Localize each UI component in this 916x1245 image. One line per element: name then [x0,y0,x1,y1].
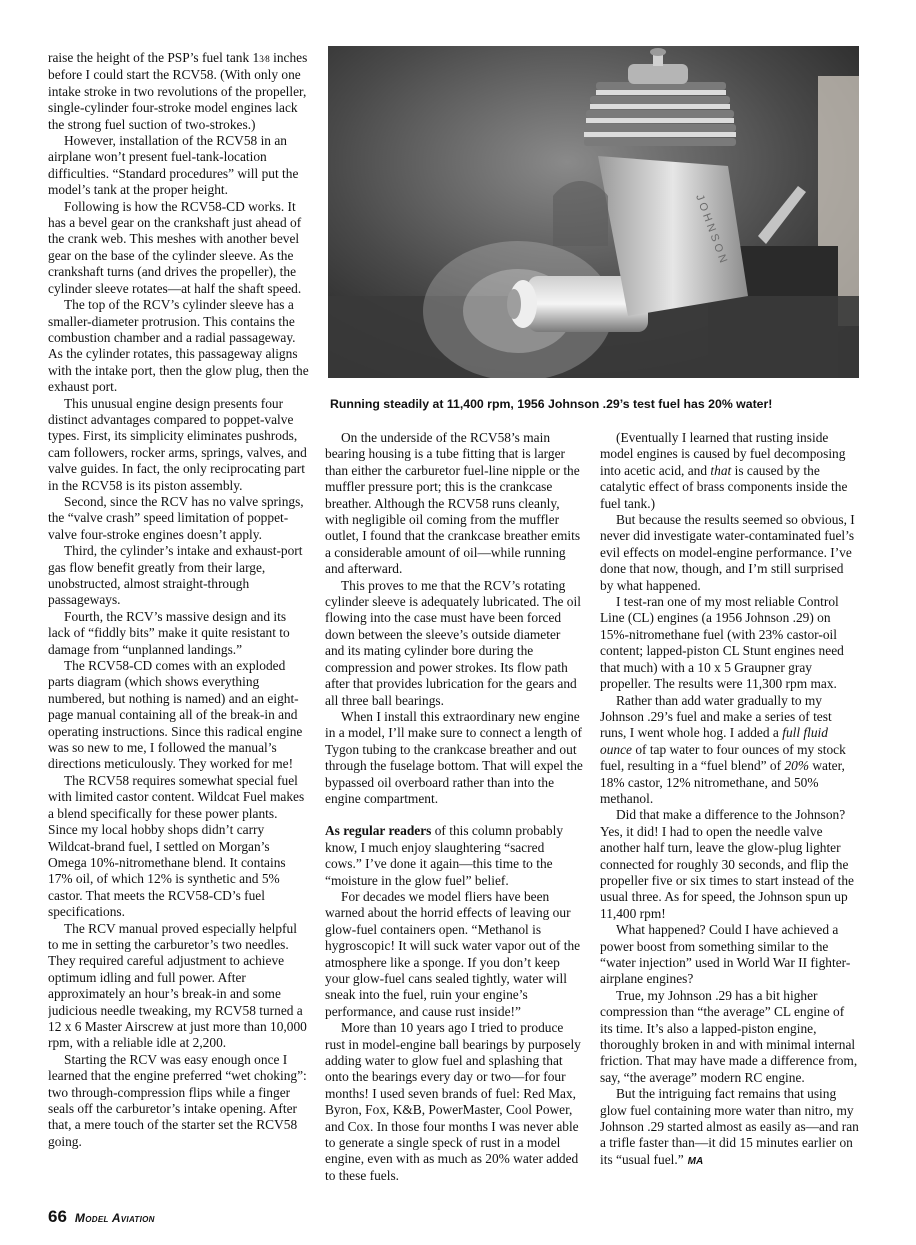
paragraph: Rather than add water gradually to my Johnson .29’s fuel and make a series of test runs, I went whole hog. I added a full fluid ounce of tap water to four ounces of my stock fuel, resulting in a “fuel blend” of 20% water, 18% castor, 12% nitromethane, and 50% methanol. [600,692,846,806]
paragraph: Starting the RCV was easy enough once I learned that the engine preferred “wet choking”: two through-compression flips while a finger seals off the carburetor’s intake opening. After that, a mere touch of the starter set the RCV58 going. [48,1051,307,1149]
emphasis: 20% [784,758,809,774]
engine-photo [328,46,859,378]
paragraph: Third, the cylinder’s intake and exhaust-port gas flow benefit greatly from their large, unobstructed, almost straight-through passageways. [48,543,303,608]
paragraph: What happened? Could I have achieved a power boost from something similar to the “water injection” used in World War II fighter-airplane engines? [600,922,851,987]
paragraph: But because the results seemed so obvious, I never did investigate water-contaminated fuel’s evil effects on model-engine performance. I’ve done that now, though, and I’m still surprised by what happened. [600,512,855,593]
fraction: 3⁄8 [259,54,270,64]
paragraph: Following is how the RCV58-CD works. It has a bevel gear on the crankshaft just ahead of the crank web. This meshes with another bevel gear on the base of the cylinder sleeve. As the crankshaft turns (and drives the propeller), the cylinder sleeve rotates—at half the shaft speed. [48,198,302,296]
paragraph: (Eventually I learned that rusting inside model engines is caused by fuel decomposing into acetic acid, and that is caused by the catalytic effect of brass components inside the fuel tank.) [600,430,848,511]
paragraph: This unusual engine design presents four distinct advantages compared to poppet-valve types. First, its simplicity eliminates pushrods, cam followers, rocker arms, springs, valves, and valve guides. In fact, the only reciprocating part in the RCV58 is its piston assembly. [48,395,307,493]
paragraph: The RCV58 requires somewhat special fuel with limited castor content. Wildcat Fuel makes a blend specifically for these power plants. Since my local hobby shops didn’t carry Wildcat-brand fuel, I settled on Morgan’s Omega 10%-nitromethane blend. It contains 17% oil, of which 12% is synthetic and 5% castor. That meets the RCV58-CD’s fuel specifications. [48,772,305,920]
paragraph: However, installation of the RCV58 in an airplane won’t present fuel-tank-location difficulties. “Standard procedures” will put the model’s tank at the proper height. [48,133,299,198]
paragraph: As regular readers of this column probably know, I much enjoy slaughtering “sacred cows.” I’ve done it again—this time to the “moisture in the glow fuel” belief. [325,823,564,888]
emphasis: full fluid ounce [600,725,828,757]
page-footer [48,1207,155,1229]
article-column-middle [325,430,583,1200]
article-column-right [600,430,860,1200]
paragraph: Fourth, the RCV’s massive design and its lack of “fiddly bits” make it quite resistant to damage from “unplanned landings.” [48,608,290,657]
paragraph: I test-ran one of my most reliable Control Line (CL) engines (a 1956 Johnson .29) on 15%-nitromethane fuel (with 23% castor-oil content; lapped-piston CL Stunt engines need that much) with a 10 x 5 Graupner gray propeller. The results were 11,300 rpm max. [600,594,844,692]
end-mark: MA [687,1155,704,1167]
paragraph: The RCV58-CD comes with an exploded parts diagram (which shows everything numbered, but nothing is named) and an eight-page manual containing all of the break-in and operating instructions. Since this radical engine was so new to me, I followed the manual’s directions meticulously. They worked for me! [48,658,303,772]
paragraph: This proves to me that the RCV’s rotating cylinder sleeve is adequately lubricated. The oil flowing into the case must have been forced down between the sleeve’s outside diameter and its mating cylinder bore during the compression and power strokes. Its flow path after that provides lubrication for the gears and all three ball bearings. [325,577,581,708]
photo-caption: Running steadily at 11,400 rpm, 1956 Johnson .29’s test fuel has 20% water! [330,397,773,411]
engine-engraving: JOHNSON [693,192,731,268]
lead-in: As regular readers [325,823,432,839]
page-number: 66 [48,1207,67,1226]
paragraph: The RCV manual proved especially helpful to me in setting the carburetor’s two needles. They required careful adjustment to achieve optimum idling and full power. After approximately an hour’s break-in and some judicious needle tweaking, my RCV58 turned a 12 x 6 Master Airscrew at just more than 10,000 rpm, with a reliable idle at 2,200. [48,920,307,1051]
magazine-name: Model Aviation [74,1211,155,1225]
paragraph: True, my Johnson .29 has a bit higher compression than “the average” CL engine of its time. It’s also a lapped-piston engine, thoroughly broken in and with minimal internal friction. That may have made a difference from, say, “the average” modern RC engine. [600,987,858,1085]
paragraph: On the underside of the RCV58’s main bearing housing is a tube fitting that is larger than either the carburetor fuel-line nipple or the muffler pressure port; this is the crankcase breather. Although the RCV58 runs cleanly, with negligible oil coming from the muffler outlet, I found that the crankcase breather emits a considerable amount of oil—while running and afterward. [325,430,581,577]
paragraph: When I install this extraordinary new engine in a model, I’ll make sure to connect a length of Tygon tubing to the crankcase breather and out through the fuselage bottom. That will expel the bypassed oil overboard rather than into the engine compartment. [325,708,583,806]
paragraph: More than 10 years ago I tried to produce rust in model-engine ball bearings by purposely adding water to glow fuel and splashing that onto the bearings every day or two—for four months! I used seven brands of fuel: Red Max, Byron, Fox, K&B, PowerMaster, Cool Power, and Cox. In those four months I was never able to generate a single speck of rust in a model engine, even with as much as 20% water added to these fuels. [325,1020,581,1183]
paragraph: For decades we model fliers have been warned about the horrid effects of leaving our glow-fuel containers open. “Methanol is hygroscopic! It will suck water vapor out of the atmosphere like a sponge. If you don’t keep your glow-fuel cans sealed tightly, water will sneak into the fuel, ruin your engine’s performance, and cause rust inside!” [325,888,581,1019]
emphasis: that [710,462,732,478]
paragraph: But the intriguing fact remains that using glow fuel containing more water than nitro, my Johnson .29 started almost as easily as—and ran a trifle faster than—it did 15 minutes earlier on its “usual fuel.” MA [600,1086,859,1167]
paragraph: Second, since the RCV has no valve springs, the “valve crash” speed limitation of poppet-valve four-stroke engines doesn’t apply. [48,493,304,542]
paragraph: Did that make a difference to the Johnson? Yes, it did! I had to open the needle valve another half turn, leave the glow-plug lighter connected for roughly 30 seconds, and flip the propeller five or six times to start instead of the usual three. As for speed, the Johnson spun up 11,400 rpm! [600,807,854,921]
article-column-left [48,50,310,1200]
paragraph: raise the height of the PSP’s fuel tank 13⁄8 inches before I could start the RCV58. (With only one intake stroke in two revolutions of the propeller, single-cylinder four-stroke model engines lack the strong fuel suction of two-strokes.) [48,50,308,132]
paragraph: The top of the RCV’s cylinder sleeve has a smaller-diameter protrusion. This contains the combustion chamber and a radial passageway. As the cylinder rotates, this passageway aligns with the intake port, then the glow plug, then the exhaust port. [48,297,309,395]
